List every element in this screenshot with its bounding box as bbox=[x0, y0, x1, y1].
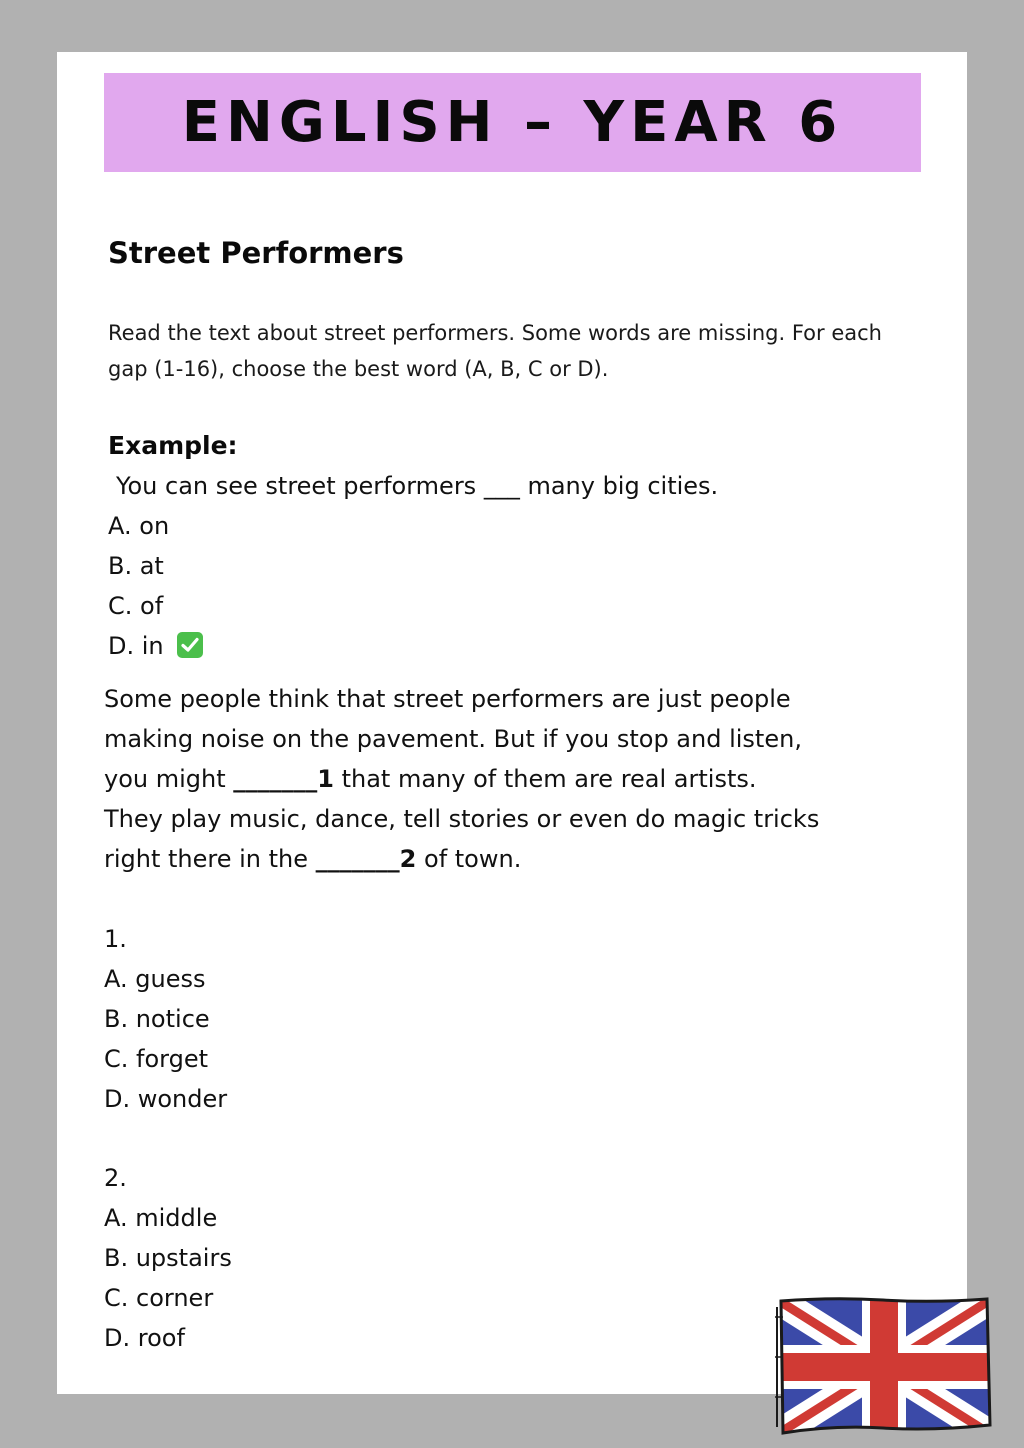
question-1-option-a: A. guess bbox=[104, 965, 206, 993]
example-option-b: B. at bbox=[108, 552, 164, 580]
title-banner bbox=[104, 73, 921, 172]
question-1-option-b: B. notice bbox=[104, 1005, 210, 1033]
gap-1: _______1 bbox=[233, 765, 334, 793]
example-option-a: A. on bbox=[108, 512, 170, 540]
example-option-d-label: D. in bbox=[108, 632, 164, 660]
question-2-option-a: A. middle bbox=[104, 1204, 218, 1232]
section-title: Street Performers bbox=[108, 236, 404, 270]
question-1-option-d: D. wonder bbox=[104, 1085, 228, 1113]
passage-line-3-end: that many of them are real artists. bbox=[333, 765, 757, 793]
question-1-number: 1. bbox=[104, 925, 127, 953]
union-jack-flag-icon bbox=[773, 1297, 995, 1437]
gap-2: _______2 bbox=[315, 845, 417, 873]
instructions bbox=[108, 315, 938, 387]
example-label: Example: bbox=[108, 431, 238, 460]
worksheet-page bbox=[57, 52, 967, 1394]
passage-line-2: making noise on the pavement. But if you stop and listen, bbox=[104, 725, 802, 753]
instructions-line-1: Read the text about street performers. Some words are missing. For each bbox=[108, 321, 882, 345]
question-2-number: 2. bbox=[104, 1164, 127, 1192]
question-1-option-c: C. forget bbox=[104, 1045, 209, 1073]
question-2 bbox=[104, 1158, 232, 1358]
passage-line-5-end: of town. bbox=[416, 845, 522, 873]
passage-line-5-start: right there in the bbox=[104, 845, 316, 873]
question-2-option-d: D. roof bbox=[104, 1324, 185, 1352]
check-mark-icon bbox=[177, 632, 203, 658]
passage-line-1: Some people think that street performers are just people bbox=[104, 685, 791, 713]
page-title: ENGLISH – YEAR 6 bbox=[181, 90, 844, 155]
question-2-option-b: B. upstairs bbox=[104, 1244, 232, 1272]
instructions-line-2: gap (1-16), choose the best word (A, B, C or D). bbox=[108, 357, 609, 381]
question-1 bbox=[104, 919, 227, 1119]
example-option-c: C. of bbox=[108, 592, 164, 620]
reading-passage bbox=[104, 679, 924, 879]
passage-line-5 bbox=[104, 839, 924, 879]
question-2-option-c: C. corner bbox=[104, 1284, 214, 1312]
passage-line-3 bbox=[104, 759, 924, 799]
passage-line-3-start: you might bbox=[104, 765, 234, 793]
example-question: You can see street performers ___ many big cities. bbox=[116, 472, 719, 500]
example-option-d bbox=[108, 632, 203, 660]
passage-line-4: They play music, dance, tell stories or even do magic tricks bbox=[104, 805, 820, 833]
